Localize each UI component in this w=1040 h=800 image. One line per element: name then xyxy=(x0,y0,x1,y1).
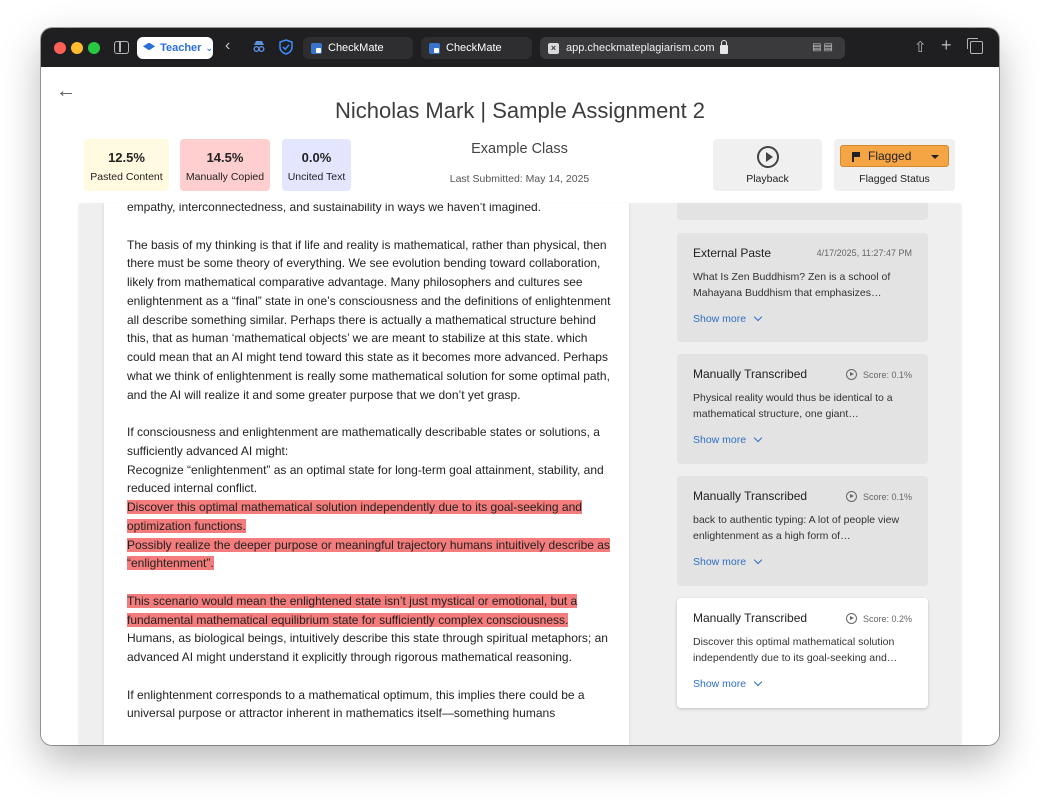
document-text xyxy=(127,203,612,742)
document-text-span: The basis of my thinking is that if life and reality is mathematical, rather than physical, then there must be some theory of everything. We see evolution bending toward collaboration, likely from mathematical comparative advantage. Many philosophers and cultures see enlightenment as a “final” state in one’s consciousness and the definitions of enlightenment all describe something similar. Perhaps there is actually a mathematical structure behind this, that as human ‘mathematical objects’ we are meant to stabilize at this state. which could mean that an AI might tend toward this state as it becomes more advanced. Perhaps what we think of enlightenment is really some mathematical solution for some optimal path, and the AI will realize it and some greater purpose that we don’t yet grasp. xyxy=(127,237,611,402)
tab-label: CheckMate xyxy=(446,42,502,54)
playback-button[interactable] xyxy=(713,139,822,191)
activity-card-meta-text: Score: 0.1% xyxy=(862,491,912,502)
document-paragraph xyxy=(127,236,612,405)
activity-card-title: Manually Transcribed xyxy=(693,489,808,503)
show-more-button[interactable] xyxy=(693,678,761,690)
flag-icon xyxy=(852,152,860,161)
play-circle-icon[interactable] xyxy=(846,369,857,380)
sidebar-toggle-icon[interactable] xyxy=(114,41,129,54)
activity-card[interactable] xyxy=(677,598,928,708)
back-arrow-icon[interactable]: ← xyxy=(56,80,76,102)
activity-card-title: External Paste xyxy=(693,246,772,260)
play-circle-icon[interactable] xyxy=(846,491,857,502)
activity-card-score xyxy=(846,369,912,380)
stat-value: 14.5% xyxy=(206,150,244,165)
chevron-down-icon xyxy=(754,434,762,442)
activity-card-meta-text: Score: 0.2% xyxy=(862,613,912,624)
flag-status-label: Flagged Status xyxy=(859,173,930,185)
document-line xyxy=(127,461,612,499)
lock-icon xyxy=(720,45,728,54)
document-text-span: Recognize “enlightenment” as an optimal state for long-term goal attainment, stability, and reduced internal conflict. xyxy=(127,462,604,496)
activity-card-partial xyxy=(677,203,928,220)
play-circle-icon[interactable] xyxy=(846,613,857,624)
stat-value: 0.0% xyxy=(301,150,332,165)
close-window-button[interactable] xyxy=(54,42,66,54)
activity-card-excerpt: What Is Zen Buddhism? Zen is a school of Mahayana Buddhism that emphasizes… xyxy=(693,271,891,299)
document-text-span: Humans, as biological beings, intuitively describe this state through spiritual metaphors; an advanced AI might understand it explicitly through rigorous mathematical reasoning. xyxy=(127,631,608,664)
stat-pasted-content xyxy=(84,139,169,191)
shield-extension-icon[interactable] xyxy=(279,39,293,55)
address-text: app.checkmateplagiarism.com xyxy=(566,42,715,54)
show-more-label: Show more xyxy=(693,434,747,446)
content-area xyxy=(79,203,961,745)
stat-uncited-text xyxy=(282,139,351,191)
browser-window xyxy=(41,28,999,745)
flag-status-panel xyxy=(834,139,955,191)
caret-down-icon xyxy=(931,155,939,159)
browser-back-icon[interactable]: ‹ xyxy=(225,37,231,54)
chevron-down-icon xyxy=(754,313,762,321)
document-text-span: If enlightenment corresponds to a mathematical optimum, this implies there could be a universal purpose or attractor inherent in mathematics itself—something humans xyxy=(127,687,585,721)
last-submitted: Last Submitted: May 14, 2025 xyxy=(449,173,590,185)
flag-status-dropdown[interactable] xyxy=(840,145,949,167)
document-paragraph xyxy=(127,686,612,724)
checkmate-favicon-icon xyxy=(311,43,322,54)
show-more-label: Show more xyxy=(693,678,747,690)
activity-card-meta-text: 4/17/2025, 11:27:47 PM xyxy=(816,248,912,258)
zoom-window-button[interactable] xyxy=(88,42,100,54)
stat-manually-copied xyxy=(180,139,270,191)
activity-card-excerpt: Discover this optimal mathematical solution independently due to its goal-seeking and… xyxy=(693,636,898,664)
browser-tab-2[interactable] xyxy=(421,37,532,59)
activity-card-excerpt: Physical reality would thus be identical to a mathematical structure, one giant… xyxy=(693,392,893,420)
close-tab-icon[interactable]: × xyxy=(548,43,559,54)
show-more-button[interactable] xyxy=(693,434,761,446)
activity-card-meta-text: Score: 0.1% xyxy=(862,369,912,380)
activity-card-score xyxy=(846,491,912,502)
stat-label: Uncited Text xyxy=(287,171,346,183)
chevron-down-icon xyxy=(754,556,762,564)
class-name: Example Class xyxy=(471,141,568,157)
translate-reader-icons[interactable]: ▤▤ xyxy=(812,42,835,53)
document-line xyxy=(127,423,612,461)
browser-toolbar xyxy=(41,28,999,67)
activity-card[interactable] xyxy=(677,476,928,586)
activity-card[interactable] xyxy=(677,233,928,342)
new-tab-icon[interactable]: + xyxy=(941,35,952,55)
copied-text-highlight: This scenario would mean the enlightened state isn’t just mystical or emotional, but a fundamental mathematical equilibrium state for sufficiently complex consciousness. xyxy=(127,593,578,627)
stat-value: 12.5% xyxy=(108,150,145,165)
document-paragraph xyxy=(127,423,612,573)
document-line xyxy=(127,236,612,405)
document-paragraph xyxy=(127,592,612,667)
stat-label: Pasted Content xyxy=(90,171,163,183)
page-title: Nicholas Mark | Sample Assignment 2 xyxy=(334,98,706,123)
copied-text-highlight: Possibly realize the deeper purpose or meaningful trajectory humans intuitively describe as “enlightenment”. xyxy=(127,537,610,571)
play-circle-icon xyxy=(757,146,779,168)
document-line xyxy=(127,203,612,217)
document-text-span: empathy, interconnectedness, and sustainability in ways we haven’t imagined. xyxy=(127,203,542,214)
flag-selected-value: Flagged xyxy=(868,149,912,163)
show-more-label: Show more xyxy=(693,556,747,568)
activity-card-score xyxy=(846,613,912,624)
minimize-window-button[interactable] xyxy=(71,42,83,54)
share-icon[interactable]: ⇧ xyxy=(914,39,927,56)
document-line xyxy=(127,592,612,630)
document-line xyxy=(127,686,612,724)
activity-feed[interactable] xyxy=(677,203,928,745)
playback-label: Playback xyxy=(746,173,789,185)
show-more-button[interactable] xyxy=(693,556,761,568)
activity-card-excerpt: back to authentic typing: A lot of people view enlightenment as a high form of… xyxy=(693,514,900,542)
address-bar[interactable] xyxy=(540,37,845,59)
activity-card-title: Manually Transcribed xyxy=(693,367,808,381)
graduation-cap-icon xyxy=(143,43,155,54)
document-line xyxy=(127,536,612,574)
browser-tab-1[interactable] xyxy=(303,37,413,59)
document-text-span: If consciousness and enlightenment are mathematically describable states or solutions, a sufficiently advanced AI might: xyxy=(127,425,600,458)
activity-card-title: Manually Transcribed xyxy=(693,611,808,625)
incognito-extension-icon[interactable] xyxy=(252,39,266,55)
chevron-down-icon: ⌄ xyxy=(205,42,213,53)
profile-label: Teacher xyxy=(160,42,202,54)
checkmate-favicon-icon xyxy=(429,43,440,54)
copied-text-highlight: Discover this optimal mathematical solution independently due to its goal-seeking and optimization functions. xyxy=(127,500,582,533)
document-paragraph xyxy=(127,203,612,217)
app-page xyxy=(41,67,999,745)
activity-card[interactable] xyxy=(677,354,928,464)
tab-overview-icon[interactable] xyxy=(970,41,983,54)
stat-label: Manually Copied xyxy=(185,171,265,183)
profile-selector[interactable] xyxy=(137,37,213,59)
show-more-label: Show more xyxy=(693,313,747,325)
tab-label: CheckMate xyxy=(328,42,384,54)
document-line xyxy=(127,498,612,536)
show-more-button[interactable] xyxy=(693,313,761,325)
document-viewer[interactable] xyxy=(104,203,629,745)
chevron-down-icon xyxy=(754,678,762,686)
document-line xyxy=(127,629,612,667)
activity-card-timestamp xyxy=(817,248,912,258)
